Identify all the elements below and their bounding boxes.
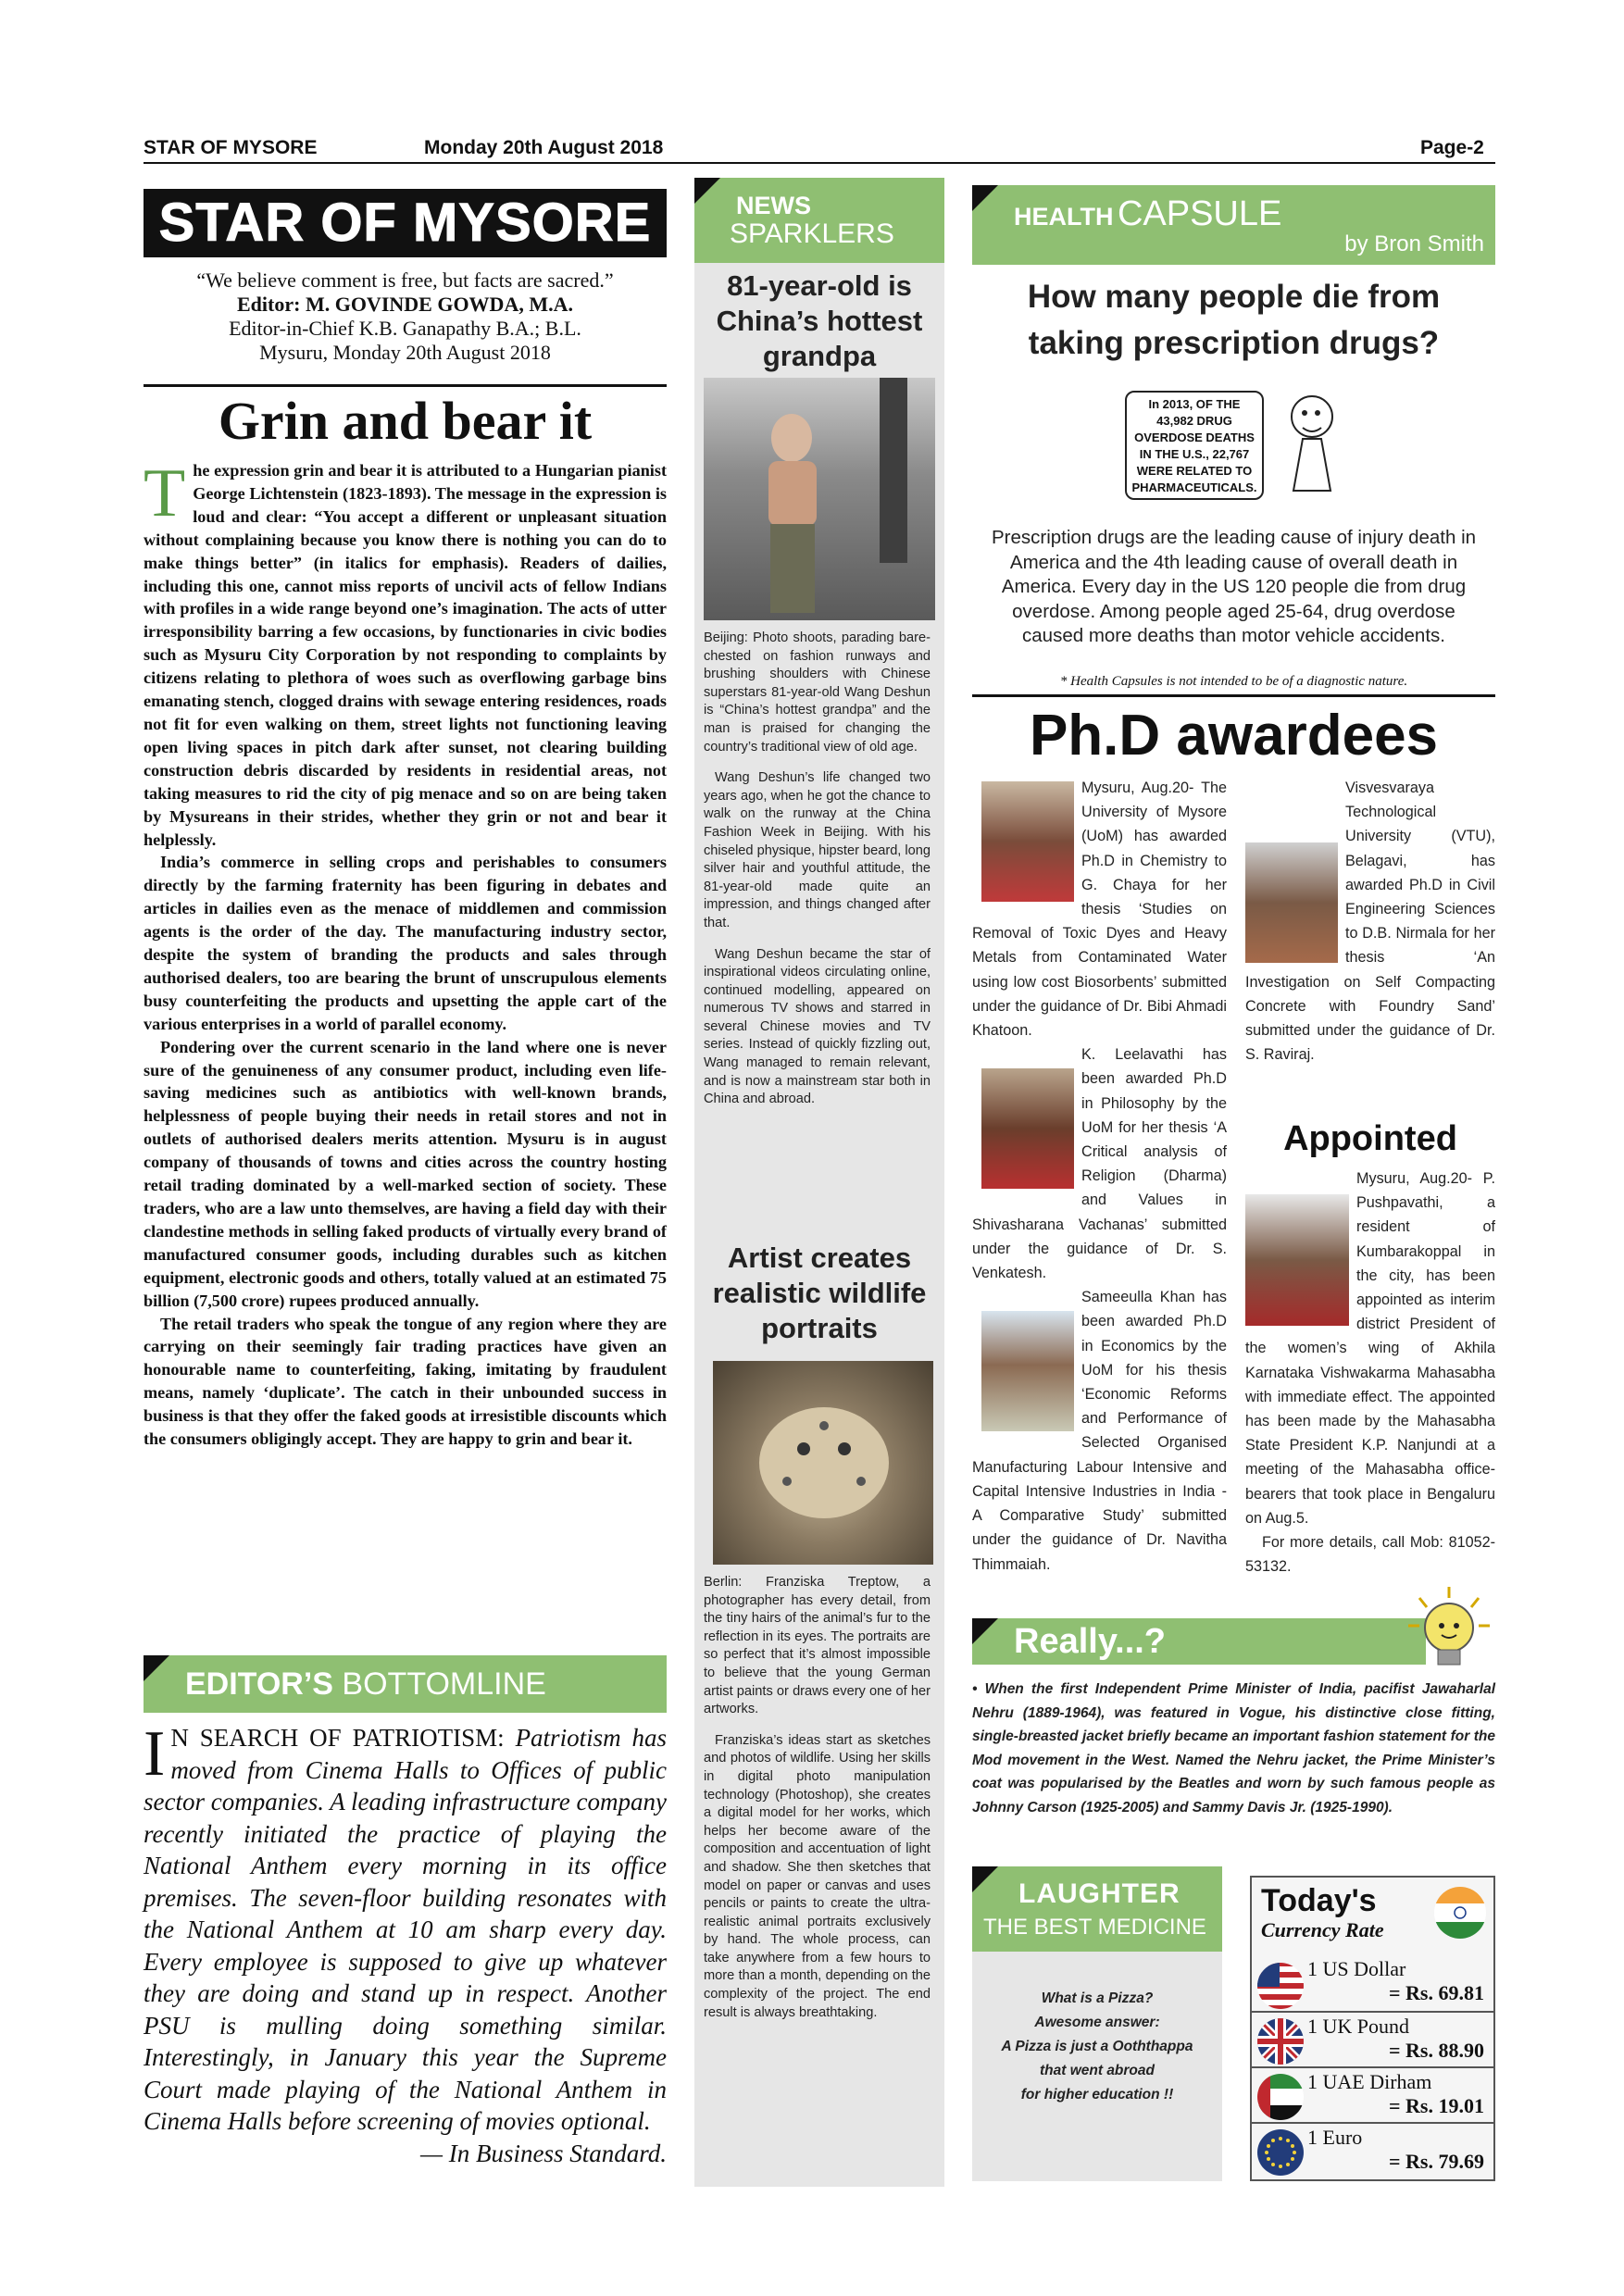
eu-flag-icon: [1255, 2128, 1305, 2177]
masthead-dateline: Mysuru, Monday 20th August 2018: [259, 341, 551, 364]
uk-flag-icon: [1255, 2016, 1305, 2066]
editorial-paragraph: India’s commerce in selling crops and perishables to consumers directly by the farming fraternity has been figuring in debates and articles in dailies even as the menace of middlemen and commission agents is the order of the day. The manufacturing industry sector, despite the system of branding the products and sales through authorised dealers, too are bearing the brunt of unscrupulous elements busy counterfeiting the products and upsetting the apple cart of the various enterprises in a world of parallel economy.: [144, 853, 667, 1033]
runway-model-photo: [704, 378, 935, 620]
really-text: When the first Independent Prime Minister of India, pacifist Jawaharlal Nehru (1889-1964), was featured in Vogue, his distinctive close fitting, single-breasted jacket briefly became an important fashion statement for the Mod movement in the West. Named the Nehru jacket, the Prime Minister’s coat was popularised by the Beatles and worn by such famous people as Johnny Carson (1925-2005) and Sammy Davis Jr. (1925-1990).: [972, 1681, 1496, 1816]
currency-row: [1252, 2068, 1493, 2124]
appointed-text: Mysuru, Aug.20- P. Pushpavathi, a resident of Kumbarakoppal in the city, has been appointed as interim district President of the women’s wing of Akhila Karnataka Vishwakarma Mahasabha with immediate effect. The appointed has been made by the Mahasabha State President K.P. Nanjundi at a meeting of the Mahasabha office-bearers that took place in Bengaluru on Aug.5.: [1245, 1170, 1495, 1527]
joke-line: What is a Pizza?: [1041, 1990, 1154, 2006]
masthead-chief: Editor-in-Chief K.B. Ganapathy B.A.; B.L.: [229, 317, 581, 340]
currency-row: [1252, 2124, 1493, 2177]
health-note: * Health Capsules is not intended to be of a diagnostic nature.: [1059, 674, 1408, 689]
news-story2-body: [704, 1574, 931, 2035]
banner-corner: [694, 178, 720, 204]
news-label-bottom: SPARKLERS: [730, 218, 894, 249]
currency-rate: = Rs. 88.90: [1389, 2039, 1484, 2062]
sameeulla-khan-photo: [981, 1311, 1074, 1431]
banner-corner: [972, 1866, 998, 1892]
masthead-motto: “We believe comment is free, but facts are sacred.”: [196, 268, 614, 292]
joke-line: that went abroad: [1039, 2063, 1155, 2078]
news-label-top: NEWS: [736, 192, 811, 219]
laughter-banner: [972, 1866, 1222, 1952]
masthead-banner: [144, 189, 667, 257]
masthead-title: STAR OF MYSORE: [158, 193, 652, 253]
news-banner: [694, 178, 944, 263]
currency-name: 1 US Dollar: [1307, 1957, 1406, 1980]
editorial-paragraph: he expression grin and bear it is attributed to a Hungarian pianist George Lichtenstein (1823-1893). The message in the expression is loud and clear: “You accept a different or unpleasant situation without complaining because you know there is nothing you can do to make things better” (in italics for emphasis). Readers of dailies, including this one, cannot miss reports of uncivil acts of fellow Indians with profiles in a wide range beyond one’s imagination. The acts of utter irresponsibility barring a few occasions, by functionaries in civic bodies such as Mysuru City Corporation by not responding to complaints by citizens relating to plethora of woes such as overflowing garbage bins emanating stench, clogged drains with sewage entering residences, roads not fit for even walking on them, street lights not functioning leaving open living spaces in pitch dark after sunset, not clearing building construction debris discarded by residents in residential areas, not taking measures to rid the city of pig menace and so on are being taken by Mysureans in their strides, whether they grin or not and bear it helplessly.: [144, 461, 667, 849]
currency-name: 1 Euro: [1307, 2126, 1363, 2149]
really-banner: [972, 1618, 1426, 1665]
appointed-title: Appointed: [1283, 1119, 1457, 1158]
news-paragraph: Franziska’s ideas start as sketches and photos of wildlife. Using her skills in digital photo manipulation technology (Photoshop), she creates a digital model for her works, which helps her become aware of the composition and accentuation of light and shadow. She then sketches that model on paper or canvas and uses pencils or paints to create the ultra-realistic animal portraits exclusively by hand. The whole process, can take anywhere from a few hours to more than a month, depending on the complexity of the project. The end result is always breathtaking.: [704, 1732, 931, 2020]
joke-line: A Pizza is just a Ooththappa: [1001, 2039, 1193, 2054]
phd-entry: Visvesvaraya Technological University (VTU), Belagavi, has awarded Ph.D in Civil Engineering Sciences to D.B. Nirmala for her thesis ‘An Investigation on Self Compacting Concrete with Foundry Sand’ submitted under the guidance of Dr. S. Raviraj.: [1245, 780, 1495, 1064]
bottomline-label: [185, 1665, 546, 1703]
news-paragraph: Wang Deshun’s life changed two years ago, when he got the chance to walk on the runway at the China Fashion Week in Beijing. With his chiseled physique, hipster beard, long silver hair and youthful attitude, the 81-year-old made quite an impression, and things changed after that.: [704, 770, 931, 930]
joke-line: for higher education !!: [1020, 2087, 1174, 2103]
leopard-icon: [713, 1361, 933, 1565]
cartoon-speech-bubble: In 2013, OF THE 43,982 DRUG OVERDOSE DEATHS IN THE U.S., 22,767 WERE RELATED TO PHARMACEUTICALS.: [1125, 391, 1264, 500]
nirmala-photo: [1245, 842, 1338, 963]
news-story1-title: 81-year-old is China’s hottest grandpa: [716, 269, 923, 372]
uae-flag-icon: [1255, 2072, 1305, 2122]
currency-rate: = Rs. 69.81: [1389, 1981, 1484, 2004]
editorial-body: [144, 455, 667, 1451]
bottomline-dropcap: I: [144, 1718, 166, 1790]
banner-corner: [144, 1655, 169, 1681]
appointed-body: [1245, 1167, 1495, 1578]
runway-figure-icon: [704, 378, 935, 620]
laughter-joke: [972, 1987, 1222, 2107]
masthead-rule: [144, 384, 667, 387]
health-label: [1014, 194, 1281, 234]
header-rule: [144, 162, 1495, 164]
phd-column-1: [972, 776, 1227, 1577]
masthead-editor: Editor: M. GOVINDE GOWDA, M.A.: [237, 293, 573, 316]
news-paragraph: Berlin: Franziska Treptow, a photographer has every detail, from the tiny hairs of the animal’s fur to the reflection in its eyes. The portraits are so perfect that it’s almost impossible to believe that the young German artist paints or draws every one of her artworks.: [704, 1575, 931, 1717]
leelavathi-photo: [981, 1068, 1074, 1189]
cartoon-character-icon: [1266, 380, 1349, 509]
bottomline-label-light: BOTTOMLINE: [342, 1666, 546, 1702]
currency-box: [1250, 1876, 1495, 2181]
masthead-info: [144, 268, 667, 365]
bottomline-label-bold: EDITOR’S: [185, 1666, 333, 1702]
phd-column-2: [1245, 776, 1495, 1067]
health-label-light: CAPSULE: [1117, 194, 1282, 233]
joke-line: Awesome answer:: [1034, 2015, 1160, 2030]
header-page-number: Page-2: [1420, 137, 1484, 158]
header-date: Monday 20th August 2018: [424, 137, 664, 158]
pushpavathi-photo: [1245, 1194, 1349, 1326]
us-flag-icon: [1255, 1961, 1305, 2011]
health-cartoon: [1125, 380, 1347, 509]
health-rule: [972, 694, 1495, 697]
india-flag-icon: [1432, 1885, 1488, 1940]
health-title: How many people die from taking prescription drugs?: [1027, 279, 1441, 361]
laughter-label-bottom: THE BEST MEDICINE: [983, 1915, 1206, 1940]
news-story1-body: [704, 630, 931, 1122]
chaya-photo: [981, 781, 1074, 902]
bottomline-source: — In Business Standard.: [419, 2139, 667, 2167]
news-paragraph: Beijing: Photo shoots, parading bare-chested on fashion runways and brushing shoulders with Chinese superstars 81-year-old Wang Deshun is “China’s hottest grandpa” and the man is praised for changing the country’s traditional view of old age.: [704, 630, 931, 755]
leopard-portrait-photo: [713, 1361, 933, 1565]
banner-corner: [972, 1618, 998, 1644]
bottomline-text: Patriotism has moved from Cinema Halls to Offices of public sector companies. A leading infrastructure company recently initiated the practice of playing the National Anthem every morning in its office premises. The seven-floor building resonates with the National Anthem at 10 am sharp every day. Every employee is supposed to give up whatever they are doing and stand up in respect. Another PSU is mulling doing something similar. Interestingly, in January this year the Supreme Court made playing of the National Anthem in Cinema Halls before screening of movies optional.: [144, 1724, 667, 2135]
really-label: Really...?: [1014, 1622, 1167, 1661]
bottomline-body: [144, 1718, 667, 2169]
lightbulb-icon: [1403, 1585, 1495, 1678]
currency-row: [1252, 1955, 1493, 2013]
currency-name: 1 UAE Dirham: [1307, 2070, 1432, 2093]
editorial-dropcap: T: [144, 455, 186, 531]
editorial-paragraph: Pondering over the current scenario in the land where one is never sure of the genuineness of any consumer product, including even life-saving medicines such as antibiotics with well-known brands, helplessness of people buying their needs in retail stores and not in outlets of authorised dealers merits attention. Mysuru is in august company of thousands of towns and cities across the country hosting retail trading dominated by a well-marked section of society. These traders, who are a law unto themselves, are having a field day with their clandestine methods in selling faked products of virtually every brand of manufactured consumer goods, including durables such as kitchen equipment, electronic goods and others, totally valued at an estimated 75 billion (7,500 crore) rupees produced annually.: [144, 1037, 667, 1310]
phd-entry: Sameeulla Khan has been awarded Ph.D in Economics by the UoM for his thesis ‘Economic Reforms and Performance of Selected Organised Manufacturing Labour Intensive and Capital Intensive Industries in India - A Comparative Study’ submitted under the guidance of Dr. Navitha Thimmaiah.: [972, 1289, 1227, 1573]
banner-corner: [972, 185, 998, 211]
currency-name: 1 UK Pound: [1307, 2015, 1410, 2038]
currency-rate: = Rs. 79.69: [1389, 2150, 1484, 2173]
header-paper-name: STAR OF MYSORE: [144, 137, 318, 158]
currency-row: [1252, 2013, 1493, 2068]
news-story2-title: Artist creates realistic wildlife portraits: [712, 1242, 927, 1344]
bottomline-banner: [144, 1655, 667, 1713]
phd-title: Ph.D awardees: [1029, 704, 1439, 767]
health-body: Prescription drugs are the leading cause of injury death in America and the 4th leading cause of overall death in America. Every day in the US 120 people die from drug overdose. Among people aged 25-64, drug overdose caused more deaths than motor vehicle accidents.: [991, 527, 1477, 646]
bullet-icon: •: [972, 1681, 985, 1697]
currency-title: Today's: [1261, 1883, 1377, 1918]
phd-entry: Mysuru, Aug.20- The University of Mysore (UoM) has awarded Ph.D in Chemistry to G. Chaya for her thesis ‘Studies on Removal of Toxic Dyes and Heavy Metals from Contaminated Water using low cost Biosorbents’ submitted under the guidance of Dr. Bibi Ahmadi Khatoon.: [972, 780, 1227, 1040]
appointed-contact: For more details, call Mob: 81052-53132.: [1245, 1534, 1495, 1576]
editorial-paragraph: The retail traders who speak the tongue of any region where they are carrying on their seemingly fair trading practices have given an honourable name to counterfeiting, faking, imitating by fraudulent means, namely ‘duplicate’. The catch in their unbounded success in business is that they offer the faked goods at irresistible discounts which the consumers obligingly accept. They are happy to grin and bear it.: [144, 1314, 667, 1449]
currency-subtitle: Currency Rate: [1261, 1918, 1384, 1941]
really-body: [972, 1678, 1495, 1819]
laughter-label-top: LAUGHTER: [1018, 1878, 1181, 1909]
news-paragraph: Wang Deshun became the star of inspirational videos circulating online, continued modelling, appeared on numerous TV shows and starred in several Chinese movies and TV series. Instead of quickly fizzling out, Wang managed to remain relevant, and is now a mainstream star both in China and abroad.: [704, 946, 931, 1107]
phd-entry: K. Leelavathi has been awarded Ph.D in Philosophy by the UoM for her thesis ‘A Critical analysis of Religion (Dharma) and Values in Shivasharana Vachanas’ submitted under the guidance of Dr. S. Venkatesh.: [972, 1046, 1227, 1282]
bottomline-lead: N SEARCH OF PATRIOTISM:: [170, 1724, 505, 1752]
currency-rate: = Rs. 19.01: [1389, 2094, 1484, 2117]
health-byline: by Bron Smith: [1344, 231, 1484, 256]
editorial-title: Grin and bear it: [218, 391, 593, 451]
health-label-bold: HEALTH: [1014, 203, 1114, 231]
health-banner: [972, 185, 1495, 265]
